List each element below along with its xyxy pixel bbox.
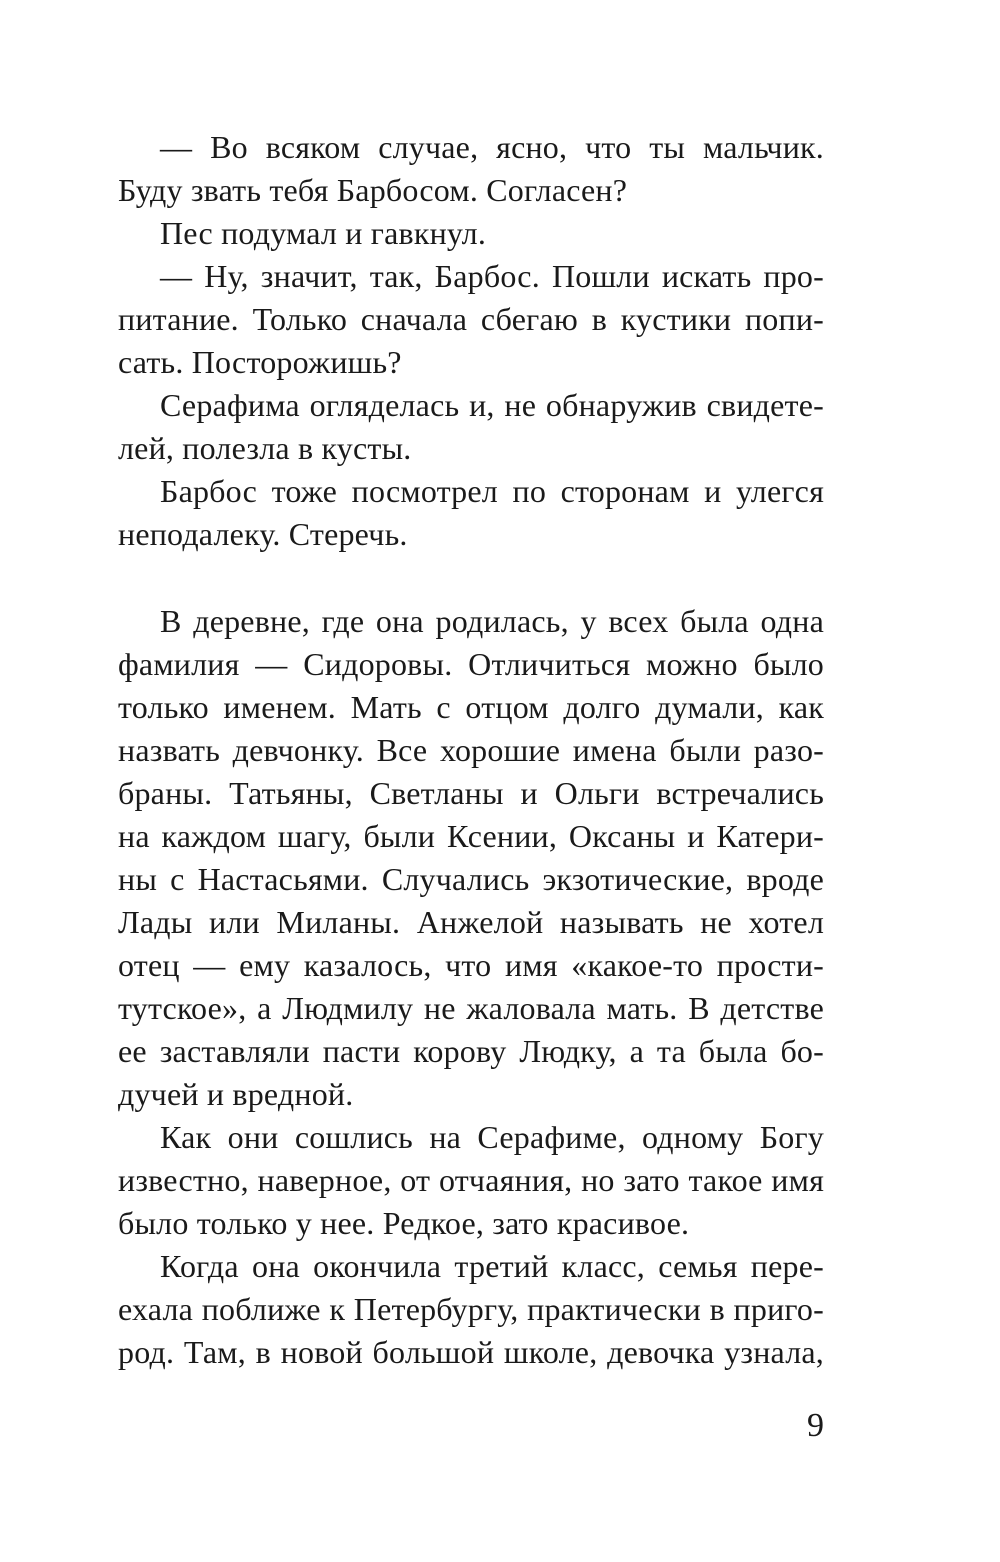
text-line: известно, наверное, от отчаяния, но зато такое имя (118, 1162, 824, 1198)
text-line: тутское», а Людмилу не жаловала мать. В детстве (118, 990, 824, 1026)
text-line: лей, полезла в кусты. (118, 430, 412, 466)
text-line: дучей и вредной. (118, 1076, 354, 1112)
text-line: сать. Посторожишь? (118, 344, 402, 380)
text-line: Пес подумал и гавкнул. (160, 215, 487, 251)
text-line: ны с Настасьями. Случались экзотические, вроде (118, 861, 824, 897)
text-line: назвать девчонку. Все хорошие имена были разо- (118, 732, 824, 768)
text-line: Серафима огляделась и, не обнаружив свидете- (160, 387, 824, 423)
text-line: Лады или Миланы. Анжелой называть не хотел (118, 904, 824, 940)
text-line: только именем. Мать с отцом долго думали, как (118, 689, 824, 725)
text-line: — Ну, значит, так, Барбос. Пошли искать про- (160, 258, 824, 294)
text-line: ее заставляли пасти корову Людку, а та была бо- (118, 1033, 824, 1069)
text-line: на каждом шагу, были Ксении, Оксаны и Катери- (118, 818, 824, 854)
text-line: Барбос тоже посмотрел по сторонам и улегся (160, 473, 824, 509)
page-number: 9 (807, 1407, 824, 1444)
text-line: питание. Только сначала сбегаю в кустики попи- (118, 301, 824, 337)
text-line: было только у нее. Редкое, зато красивое. (118, 1205, 690, 1241)
text-line: В деревне, где она родилась, у всех была одна (160, 603, 824, 639)
text-line: род. Там, в новой большой школе, девочка узнала, (118, 1334, 824, 1370)
text-line: браны. Татьяны, Светланы и Ольги встречались (118, 775, 824, 811)
text-line: фамилия — Сидоровы. Отличиться можно было (118, 646, 824, 682)
text-line: ехала поближе к Петербургу, практически в приго- (118, 1291, 824, 1327)
text-line: Как они сошлись на Серафиме, одному Богу (160, 1119, 824, 1155)
text-line: отец — ему казалось, что имя «какое-то прости- (118, 947, 824, 983)
text-line: неподалеку. Стеречь. (118, 516, 408, 552)
text-line: — Во всяком случае, ясно, что ты мальчик. (160, 129, 824, 165)
text-line: Когда она окончила третий класс, семья пере- (160, 1248, 824, 1284)
text-line: Буду звать тебя Барбосом. Согласен? (118, 172, 628, 208)
